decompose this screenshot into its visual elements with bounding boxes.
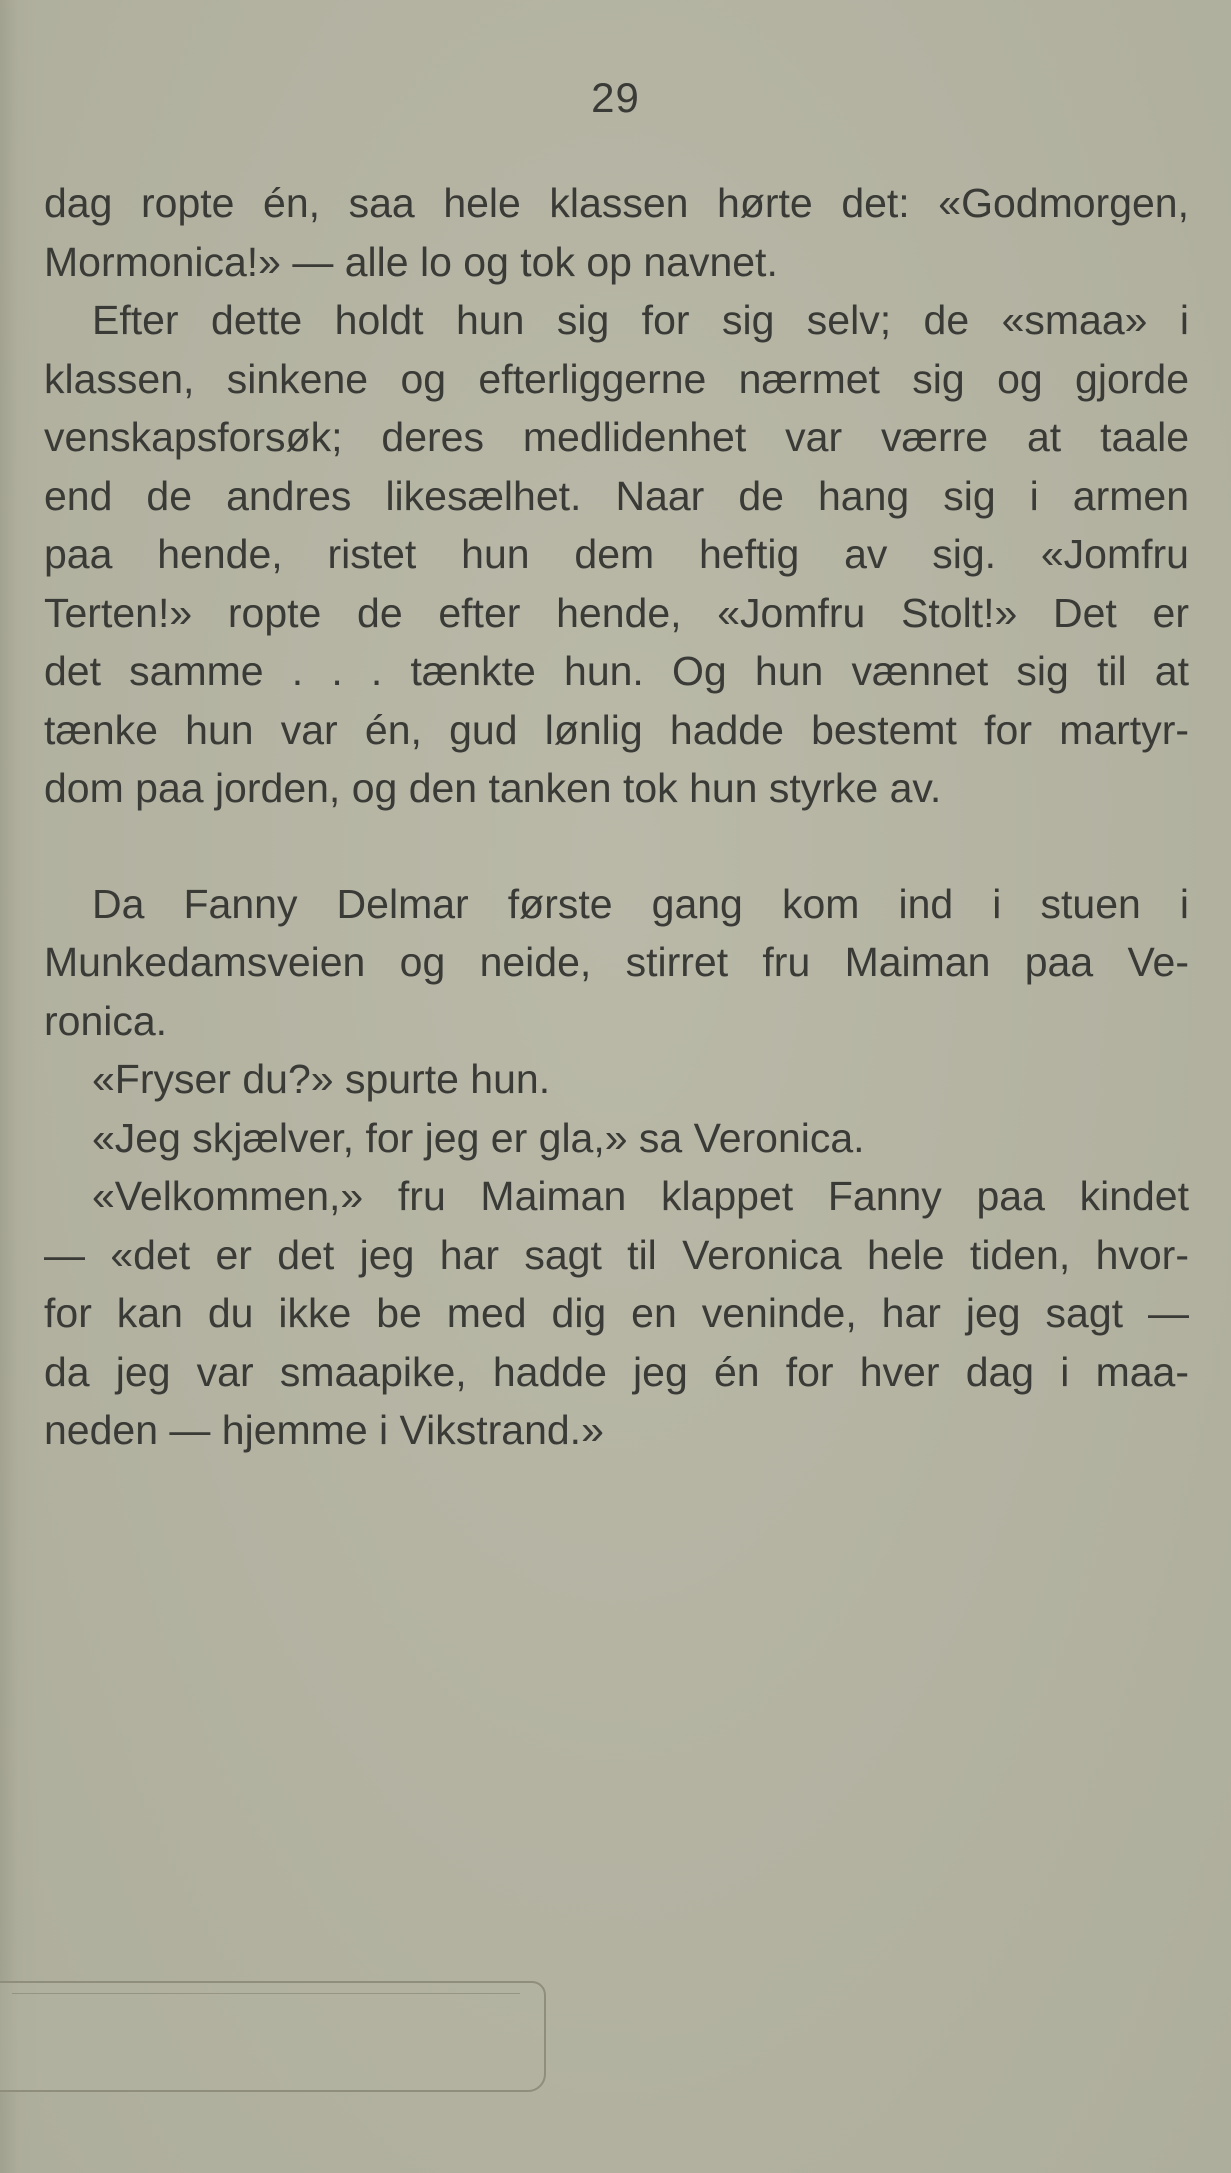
text-line: dag ropte én, saa hele klassen hørte det: «Godmorgen, <box>44 180 1189 226</box>
text-line: neden — hjemme i Vikstrand.» <box>44 1407 604 1453</box>
text-line: «Fryser du?» spurte hun. <box>92 1056 551 1102</box>
text-line: Munkedamsveien og neide, stirret fru Maiman paa Ve- <box>44 939 1189 985</box>
text-line: dom paa jorden, og den tanken tok hun styrke av. <box>44 765 942 811</box>
page-number: 29 <box>591 74 640 121</box>
paragraph-gap <box>44 818 1189 875</box>
text-line: da jeg var smaapike, hadde jeg én for hver dag i maa- <box>44 1348 1189 1395</box>
text-line: — «det er det jeg har sagt til Veronica hele tiden, hvor- <box>44 1231 1189 1278</box>
library-label-outline <box>0 1981 546 2092</box>
text-line: Da Fanny Delmar første gang kom ind i stuen i <box>92 880 1189 927</box>
body-text <box>44 174 1189 1460</box>
text-line: venskapsforsøk; deres medlidenhet var værre at taale <box>44 414 1189 460</box>
text-line: Mormonica!» — alle lo og tok op navnet. <box>44 238 778 285</box>
text-line: ronica. <box>44 997 168 1044</box>
text-line: end de andres likesælhet. Naar de hang sig i armen <box>44 472 1189 519</box>
text-line: «Velkommen,» fru Maiman klappet Fanny paa kindet <box>92 1173 1189 1219</box>
text-line: det samme . . . tænkte hun. Og hun vænnet sig til at <box>44 648 1189 694</box>
text-line: for kan du ikke be med dig en veninde, har jeg sagt — <box>44 1290 1189 1336</box>
text-line: Efter dette holdt hun sig for sig selv; de «smaa» i <box>92 297 1189 343</box>
text-line: klassen, sinkene og efterliggerne nærmet sig og gjorde <box>44 355 1189 402</box>
text-line: tænke hun var én, gud lønlig hadde bestemt for martyr- <box>44 706 1189 753</box>
text-line: paa hende, ristet hun dem heftig av sig. «Jomfru <box>44 531 1189 577</box>
text-line: Terten!» ropte de efter hende, «Jomfru Stolt!» Det er <box>44 589 1189 636</box>
text-line: «Jeg skjælver, for jeg er gla,» sa Veronica. <box>92 1114 865 1161</box>
